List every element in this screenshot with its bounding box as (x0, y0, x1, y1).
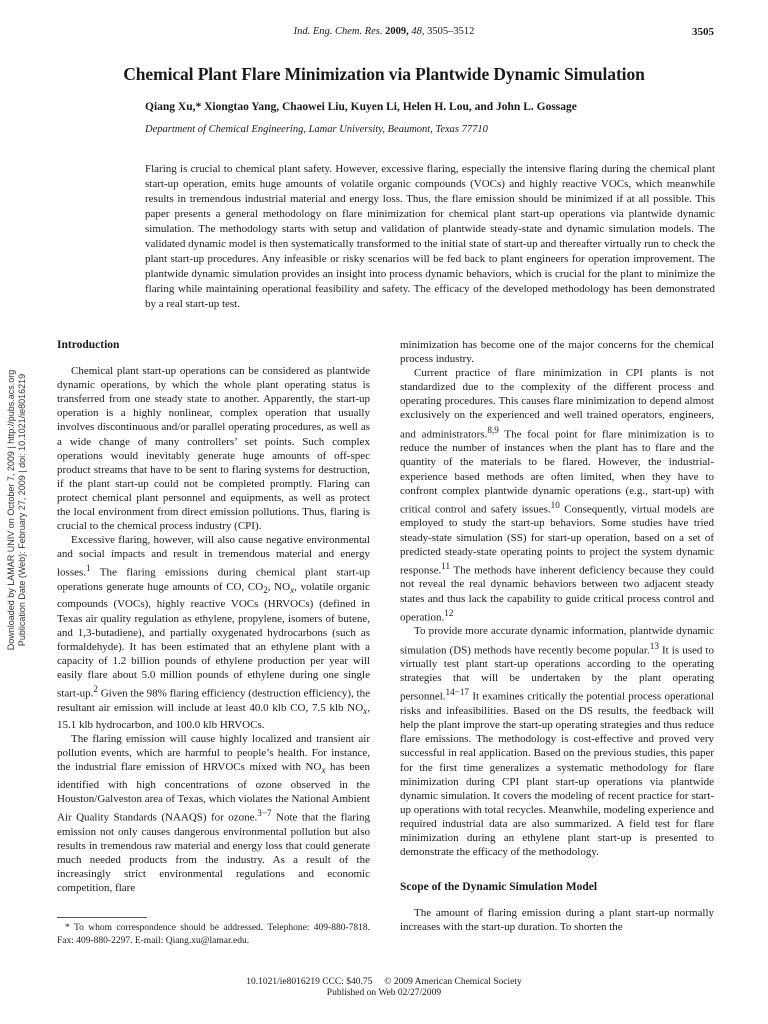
citation-ref[interactable]: 3−7 (257, 807, 272, 818)
download-watermark (6, 350, 28, 670)
intro-paragraph-3: The flaring emission will cause highly localized and transient air pollution events, which are harmful to people’s health. For instance, the industrial flare emission of HRVOCs mixed with $NO_x$ has been identified with high concentrations of ozone observed in the Houston/Galveston area of Texas, which violates the National Ambient Air Quality Standards (NAAQS) for ozone.$^{3-7}$ Note that the flaring emission not only causes dangerous environmental pollution but also results in tremendous raw material and energy loss that could generate much needed products from the industry. As a result of the increasingly strict environmental regulations and economic competition, flare (57, 733, 370, 894)
journal-pages: 3505–3512 (427, 26, 475, 37)
citation-ref[interactable]: 13 (649, 640, 659, 651)
doi-copyright-line: 10.1021/ie8016219 CCC: $40.75 © 2009 American Chemical Society (246, 977, 522, 987)
right-column (400, 338, 714, 935)
footnote-divider (57, 917, 147, 918)
citation-ref[interactable]: 14−17 (445, 687, 469, 698)
citation-ref[interactable]: 2 (93, 684, 98, 694)
abstract: Flaring is crucial to chemical plant safety. However, excessive flaring, especially the intensive flaring during the chemical plant start-up operation, emits huge amounts of volatile organic compounds (VOCs) and highly reactive VOCs, which meanwhile results in tremendous industrial material and energy loss. Thus, the flare emission should be minimized if at all possible. This paper presents a general methodology on flare minimization for chemical plant start-up operations via plantwide dynamic simulation. The methodology starts with setup and validation of plantwide steady-state and dynamic simulation models. The validated dynamic model is then systematically transformed to the initial state of start-up and thereafter virtually run to check the plant start-up procedures. Any infeasible or risky scenarios will be fed back to plant engineers for operation improvement. The plantwide dynamic simulation provides an insight into process dynamic behaviors, which is crucial for the plant to minimize the flaring while maintaining operational feasibility and safety. The efficacy of the developed methodology has been demonstrated by a real start-up test. (145, 163, 715, 310)
author-list: Qiang Xu,* Xiongtao Yang, Chaowei Liu, Kuyen Li, Helen H. Lou, and John L. Gossage (145, 101, 577, 113)
correspondence-footnote: * To whom correspondence should be addressed. Telephone: 409-880-7818. Fax: 409-880-2297. E-mail: Qiang.xu@lamar.edu. (57, 923, 370, 946)
journal-citation (0, 26, 768, 37)
page-number: 3505 (692, 26, 714, 38)
author-affiliation: Department of Chemical Engineering, Lamar University, Beaumont, Texas 77710 (145, 124, 488, 135)
page-footer (0, 977, 768, 999)
publication-date-line: Publication Date (Web): February 27, 2009 | doi: 10.1021/ie8016219 (17, 373, 27, 647)
intro-paragraph-1: Chemical plant start-up operations can be considered as plantwide dynamic operations, by which the whole plant operating status is transferred from one steady state to another. Apparently, the start-up operation is a highly nonlinear, complex operation that usually involves discontinuous and/or parallel operating procedures, as well as a wide change of many controllers’ set points. Such complex operations would inevitably generate huge amounts of off-spec product streams that have to be sent to flaring systems for destruction, if the plant start-up could not be completed promptly. Flaring can protect chemical plant personnel and equipments, as well as protect the local environment from direct emission pollutions. Thus, flaring is crucial to the chemical process industry (CPI). (57, 365, 370, 533)
right-paragraph-1: Current practice of flare minimization in CPI plants is not standardized due to the complexity of the different process and operating procedures. This causes flare minimization to depend almost exclusively on the experienced and well trained operators, engineers, and administrators.$^{8,9}$ The focal point for flare minimization is to reduce the number of instances when the plant has to flare and the quantity of the materials to be flared. However, the industrial-experience based methods are often limited, when they have to confront complex plantwide dynamic operations (e.g., start-up) with critical control and safety issues.$^{10}$ Consequently, virtual models are employed to study the start-up behaviors. Some studies have tried steady-state simulation (SS) for start-up operation, based on a set of predicted steady-state operating points to project the system dynamic response.$^{11}$ The methods have inherent deficiency because they could not reveal the real dynamic behaviors between two adjacent steady states and thus lack the capability to guide critical process control and operation.$^{12}$ (400, 367, 715, 624)
journal-year: 2009, (385, 26, 409, 37)
left-column (57, 338, 370, 895)
journal-name: Ind. Eng. Chem. Res. (293, 26, 383, 37)
journal-volume: 48, (411, 26, 425, 37)
right-paragraph-2: To provide more accurate dynamic information, plantwide dynamic simulation (DS) methods have recently become popular.$^{13}$ It is used to virtually test plant start-up operations according to the operating strategies that will be undertaken by the plant operating personnel.$^{14-17}$ It examines critically the potential process operational risks and infeasibilities. Based on the DS results, the feedback will help the plant improve the start-up operating strategies and thus reduce flare emissions. The methodology is cost-effective and proved very successful in real application. Based on the previous studies, this paper for the first time generalizes a systematic methodology for flare minimization during CPI plant start-up operations via plantwide dynamic simulation. It covers the modeling of recent practice for start-up operations with total recycles. Meanwhile, modeling experience and required industrial data are also summarized. A field test for flare minimization during an ethylene plant start-up is presented to demonstrate the efficacy of the methodology. (400, 625, 715, 859)
right-paragraph-3: The amount of flaring emission during a plant start-up normally increases with the start-up duration. To shorten the (400, 907, 714, 934)
paper-title: Chemical Plant Flare Minimization via Plantwide Dynamic Simulation (123, 64, 645, 84)
citation-ref[interactable]: 12 (444, 607, 454, 618)
publication-date-footer: Published on Web 02/27/2009 (326, 988, 442, 998)
download-line: Downloaded by LAMAR UNIV on October 7, 2009 | http://pubs.acs.org (6, 369, 16, 651)
section-heading-introduction: Introduction (57, 339, 120, 351)
citation-ref[interactable]: 11 (441, 560, 451, 571)
running-header (0, 26, 768, 42)
citation-ref[interactable]: 10 (550, 499, 560, 510)
section-heading-scope: Scope of the Dynamic Simulation Model (400, 881, 598, 894)
right-paragraph-0: minimization has become one of the major concerns for the chemical process industry. (400, 339, 714, 366)
intro-paragraph-2: Excessive flaring, however, will also cause negative environmental and social impacts and result in tremendous material and energy losses.$^1$ The flaring emissions during chemical plant start-up operations generate huge amounts of CO, $CO_2$, $NO_x$, volatile organic compounds (VOCs), highly reactive VOCs (HRVOCs) (defined in Texas air quality regulation as ethylene, propylene, isomers of butene, and 1,3-butadiene), and partially oxygenated hydrocarbons (such as formaldehyde). It has been estimated that an ethylene plant with a capacity of 1.2 billion pounds of ethylene production per year will easily flare about 5.0 million pounds of ethylene during one single start-up.$^2$ Given the 98% flaring efficiency (destruction efficiency), the resultant air emission will include at least 40.0 klb CO, 7.5 klb $NO_x$, 15.1 klb hydrocarbon, and 100.0 klb HRVOCs. (57, 534, 371, 732)
citation-ref[interactable]: 8,9 (487, 424, 499, 435)
citation-ref[interactable]: 1 (86, 563, 91, 574)
